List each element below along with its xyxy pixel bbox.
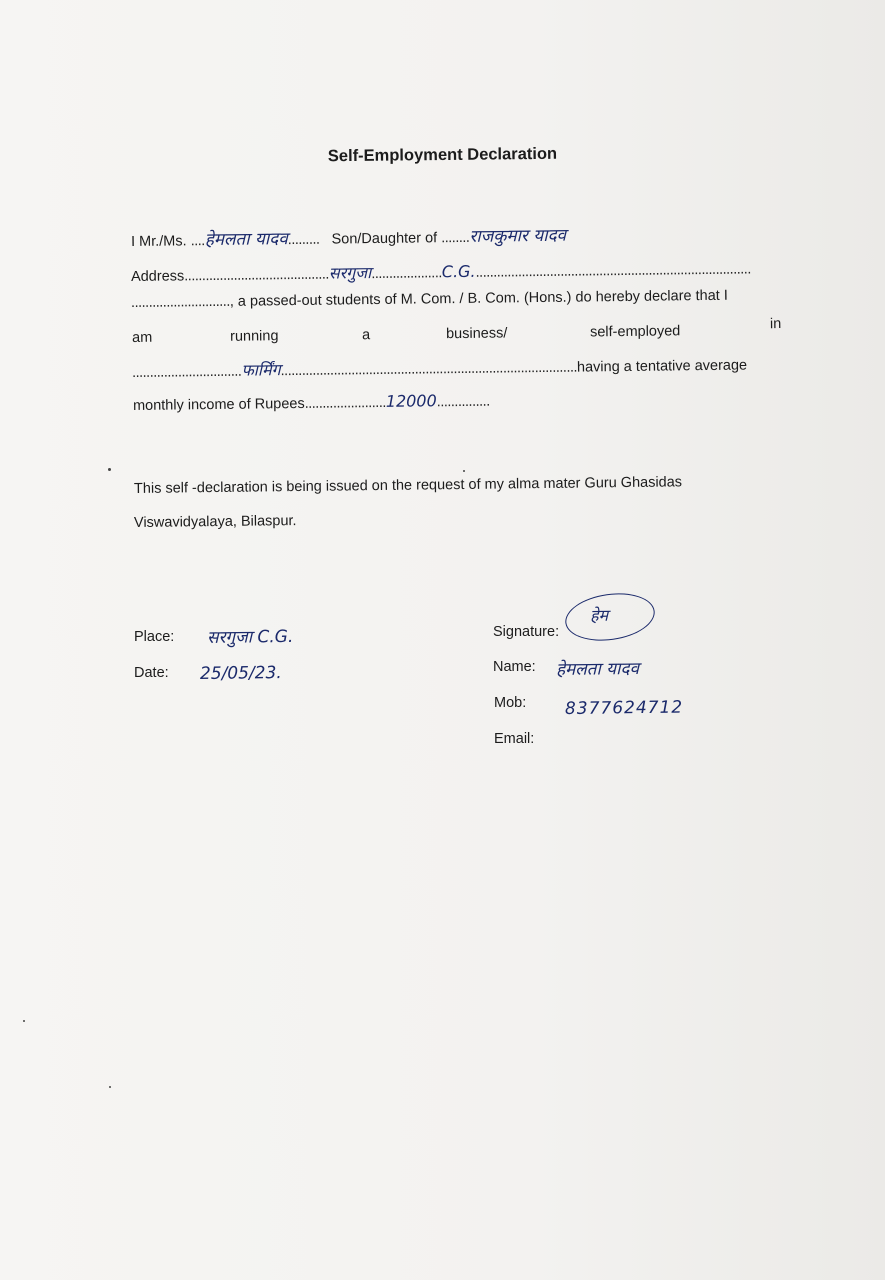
mob-label: Mob: [494, 695, 527, 711]
request-line-1: This self -declaration is being issued on the request of my alma mater Guru Ghasidas [133, 474, 683, 497]
income-label: monthly income of Rupees [132, 395, 305, 414]
activity-line [132, 316, 784, 346]
declarant-line [131, 223, 566, 251]
signature-label: Signature: [493, 624, 560, 640]
address-label: Address [130, 268, 185, 285]
declaration-text: , a passed-out students of M. Com. / B. Com. (Hons.) do hereby declare that I [229, 287, 728, 310]
word-business: business/ [445, 325, 508, 343]
business-handwritten: फार्मिंग [241, 360, 281, 380]
state-handwritten: C.G. [441, 261, 476, 282]
salutation-label: I Mr./Ms. [130, 233, 187, 250]
dotted-fill: ........ [441, 229, 470, 247]
declaration-line [131, 288, 728, 311]
date-value-handwritten: 25/05/23. [199, 663, 282, 684]
dotted-fill: .... [190, 233, 205, 250]
scan-speck [109, 1086, 111, 1088]
dotted-fill: ............................... [131, 363, 242, 381]
place-value-handwritten: सरगुजा C.G. [206, 626, 294, 648]
word-running: running [229, 328, 279, 345]
income-handwritten: 12000 [385, 391, 437, 411]
word-am: am [132, 329, 153, 346]
scan-speck [108, 468, 111, 471]
dotted-fill: ......... [287, 231, 320, 249]
request-line-2: Viswavidyalaya, Bilaspur. [133, 513, 297, 531]
date-label: Date: [134, 665, 169, 681]
dotted-fill: ....................... [304, 394, 386, 412]
dotted-fill: ............... [436, 393, 490, 411]
word-self-employed: self-employed [589, 323, 681, 341]
parent-name-handwritten: राजकुमार यादव [469, 225, 567, 247]
place-label: Place: [134, 629, 175, 645]
business-line [132, 352, 747, 382]
address-line [131, 256, 751, 286]
dotted-fill: .................... [371, 265, 442, 283]
declarant-name-handwritten: हेमलता यादव [204, 229, 288, 251]
dotted-fill: ......................................... [184, 266, 329, 285]
dotted-fill: .................................................................................... [280, 359, 578, 380]
mob-value-handwritten: 8377624712 [564, 697, 684, 719]
signature-handwritten: हेम [589, 605, 609, 625]
dotted-fill: .............................................................................. [475, 261, 751, 281]
scan-speck [23, 1020, 25, 1022]
word-in: in [769, 316, 782, 333]
name-label: Name: [493, 659, 536, 675]
address-handwritten: सरगुजा [328, 263, 372, 283]
word-a: a [361, 327, 371, 344]
relation-label: Son/Daughter of [331, 230, 438, 248]
scan-speck [463, 470, 465, 472]
name-value-handwritten: हेमलता यादव [555, 658, 640, 680]
signature-mark [562, 588, 658, 646]
page-title: Self-Employment Declaration [327, 144, 558, 166]
email-label: Email: [494, 731, 535, 747]
dotted-fill: ............................ [130, 293, 230, 311]
income-line [133, 391, 490, 414]
average-text: having a tentative average [576, 357, 748, 376]
